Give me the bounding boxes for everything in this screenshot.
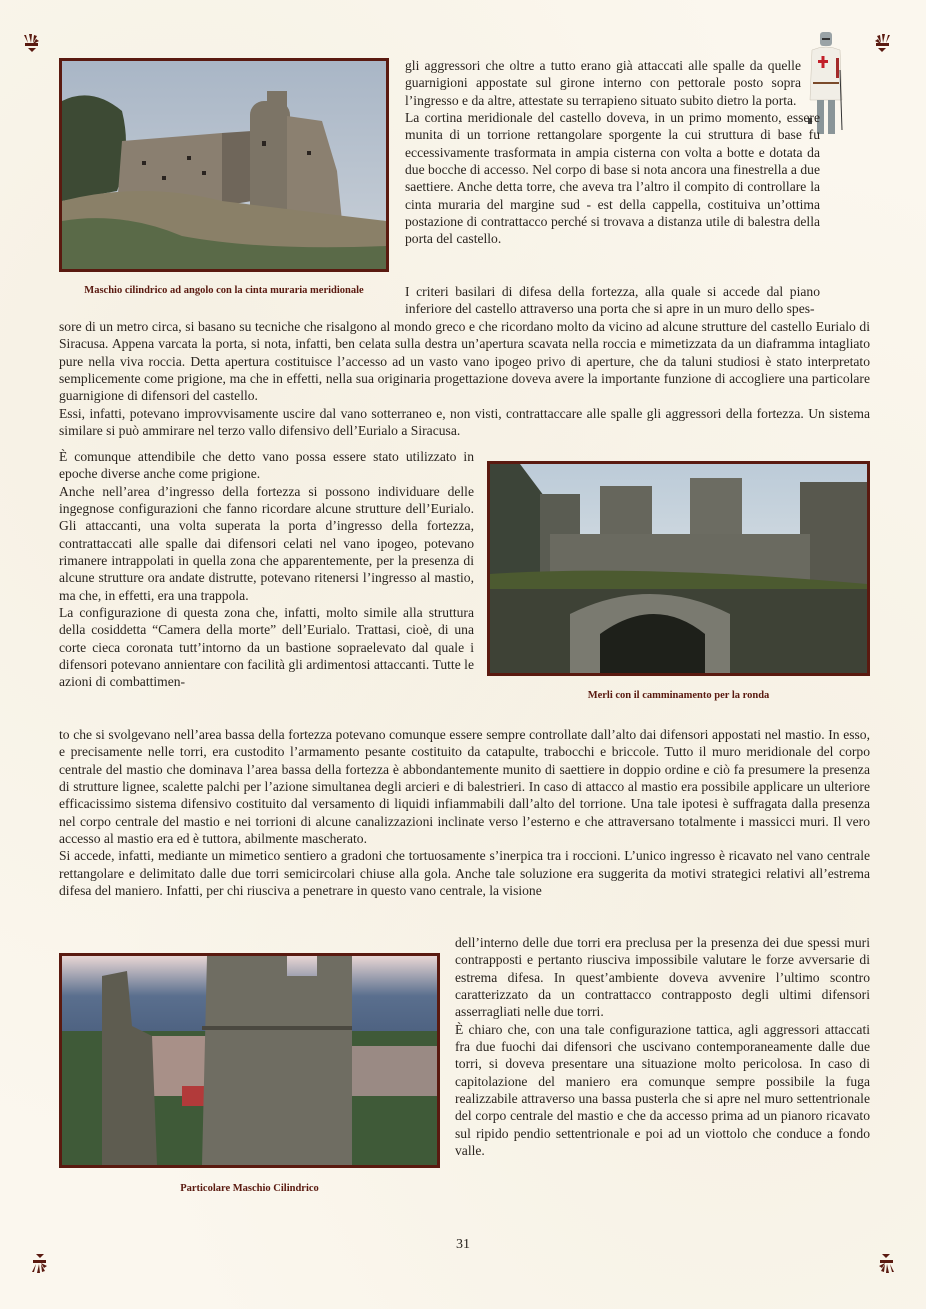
- figure-caption: Merli con il camminamento per la ronda: [587, 690, 770, 701]
- text-column-right-continued: [405, 283, 820, 318]
- paragraph: dell’interno delle due torri era preclusa per la presenza dei due spessi muri contrapposti e pertanto riusciva impossibile valutare le forze avversarie di estrema difesa. In quest’ambiente doveva avvenire l’ultimo scontro caratterizzato da un contrattacco contrapposto degli ultimi difensori asserragliati nelle due torri.: [455, 935, 870, 1020]
- fleur-ornament-bottom-left: [30, 1252, 50, 1274]
- paragraph: Essi, infatti, potevano improvvisamente uscire dal vano sotterraneo e, non visti, contrattaccare alle spalle gli aggressori della fortezza. Un sistema similare si può ammirare nel terzo vallo difensivo dell’Eurialo a Siracusa.: [59, 405, 870, 439]
- text-column-right-bottom: [455, 934, 870, 1159]
- paragraph: Anche nell’area d’ingresso della fortezza si possono individuare delle ingegnose configurazioni che fanno ricordare alcune strutture dell’Eurialo. Gli attaccanti, una volta superata la porta d’ingresso della fortezza, contrattaccati alle spalle dai difensori celati nel vano ipogeo, potevano rimanere intrappolati in quella zona che apparentemente, per la presenza di alcune strutture ora andate distrutte, potevano ritenersi l’ingresso al mastio, ma che, in effetti, era una trappola.: [59, 483, 474, 603]
- figure-caption: Maschio cilindrico ad angolo con la cinta muraria meridionale: [84, 285, 364, 296]
- castle-photo: [59, 58, 389, 272]
- paragraph: Si accede, infatti, mediante un mimetico sentiero a gradoni che tortuosamente s’inerpica tra i roccioni. L’unico ingresso è ricavato nel vano centrale rettangolare e delimitato dalle due torri semicircolari chiuse alla gola. Anche tale soluzione era suggerita da motivi strategici relativi all’estrema difesa del maniero. Infatti, per chi riusciva a penetrare in questo vano centrale, la visione: [59, 848, 870, 899]
- text-column-top-right: [405, 57, 820, 248]
- paragraph: I criteri basilari di difesa della fortezza, alla quale si accede dal piano inferiore del castello attraverso una porta che si apre in un muro dello spes-: [405, 284, 820, 317]
- text-column-left-mid: [59, 448, 474, 691]
- fleur-ornament-top-right: [872, 33, 892, 55]
- paragraph: La configurazione di questa zona che, infatti, molto simile alla struttura della cosiddetta “Camera della morte” dell’Eurialo. Trattasi, cioè, di una corte cieca coronata tutt’intorno da un bastione sopraelevato dal quale i difensori potevano annientare con facilità gli ardimentosi attaccanti. Tutte le azioni di combattimen-: [59, 605, 474, 690]
- page-number: 31: [456, 1237, 470, 1252]
- fleur-ornament-bottom-right: [876, 1252, 896, 1274]
- paragraph: gli aggressori che oltre a tutto erano già attaccati alle spalle da quelle guarnigioni appostate sul girone interno con pettorale posto sopra l’ingresso e da altre, attestate su terrapieno situato subito dietro la porta.: [405, 58, 801, 108]
- figure-caption: Particolare Maschio Cilindrico: [180, 1183, 319, 1194]
- text-full-width-1: [59, 318, 870, 439]
- battlements-photo: [487, 461, 870, 676]
- paragraph: to che si svolgevano nell’area bassa della fortezza potevano comunque essere sempre controllate dall’alto dai difensori appostati nel mastio. In esso, e precisamente nelle torri, era custodito l’armamento pesante costituito da catapulte, trabocchi e briccole. Tutto il muro meridionale del corpo centrale del mastio che dominava l’area bassa della fortezza è abbondantemente munito di saettiere in doppio ordine e ciò fa presumere la presenza di strutture lignee, scalette palchi per l’azione simultanea degli arcieri e di balestrieri. In caso di attacco al mastio era possibile applicare un ulteriore efficacissimo sistema difensivo costituito dal versamento di liquidi infiammabili dall’alto del torrione. Una tale ipotesi è suffragata dalla presenza nel corpo centrale del mastio e nei torrioni di alcune canalizzazioni inclinate verso l’esterno e che attraversano totalmente i massicci muri. Il vero accesso al mastio era ed è tuttora, abilmente mascherato.: [59, 727, 870, 847]
- paragraph: È chiaro che, con una tale configurazione tattica, agli aggressori attaccati fra due fuochi dai difensori che uscivano contemporaneamente dalle due torri, si doveva presentare una situazione molto pericolosa. In caso di capitolazione del maniero era comunque sempre possibile la fuga realizzabile attraverso una bassa pusterla che si apre nel muro settentrionale del corpo centrale del mastio e che da accesso prima ad un pianoro ricavato sul ripido pendio settentrionale e poi ad un viottolo che conduce a fondo valle.: [455, 1021, 870, 1159]
- fleur-ornament-top-left: [22, 33, 42, 55]
- text-full-width-2: [59, 726, 870, 899]
- paragraph: È comunque attendibile che detto vano possa essere stato utilizzato in epoche diverse anche come prigione.: [59, 449, 474, 482]
- paragraph: La cortina meridionale del castello doveva, in un primo momento, essere munita di un torrione rettangolare sporgente la cui struttura di base fu eccessivamente trasformata in ampia cisterna con volta a botte e dotata da due bocche di accesso. Nel corpo di base si nota ancora una finestrella a due saettiere. Anche detta torre, che aveva tra l’altro il compito di controllare la cinta muraria del margine sud - est della cappella, costituiva un’ottima postazione di contrattacco perché si trovava a distanza utile di balestra della porta del castello.: [405, 110, 820, 247]
- tower-detail-photo: [59, 953, 440, 1168]
- paragraph: sore di un metro circa, si basano su tecniche che risalgono al mondo greco e che ricordano molto da vicino ad alcune strutture del castello Eurialo di Siracusa. Appena varcata la porta, si nota, infatti, ben celata sulla destra un’apertura scavata nella roccia e mimetizzata da un diaframma intagliato pure nella viva roccia. Detta apertura costituisce l’accesso ad un vasto vano ipogeo privo di aperture, che da taluni studiosi è stato interpretato semplicemente come prigione, ma che in effetti, nella sua originaria progettazione doveva avere la importante funzione di accogliere una particolare guarnigione di difensori del castello.: [59, 319, 870, 404]
